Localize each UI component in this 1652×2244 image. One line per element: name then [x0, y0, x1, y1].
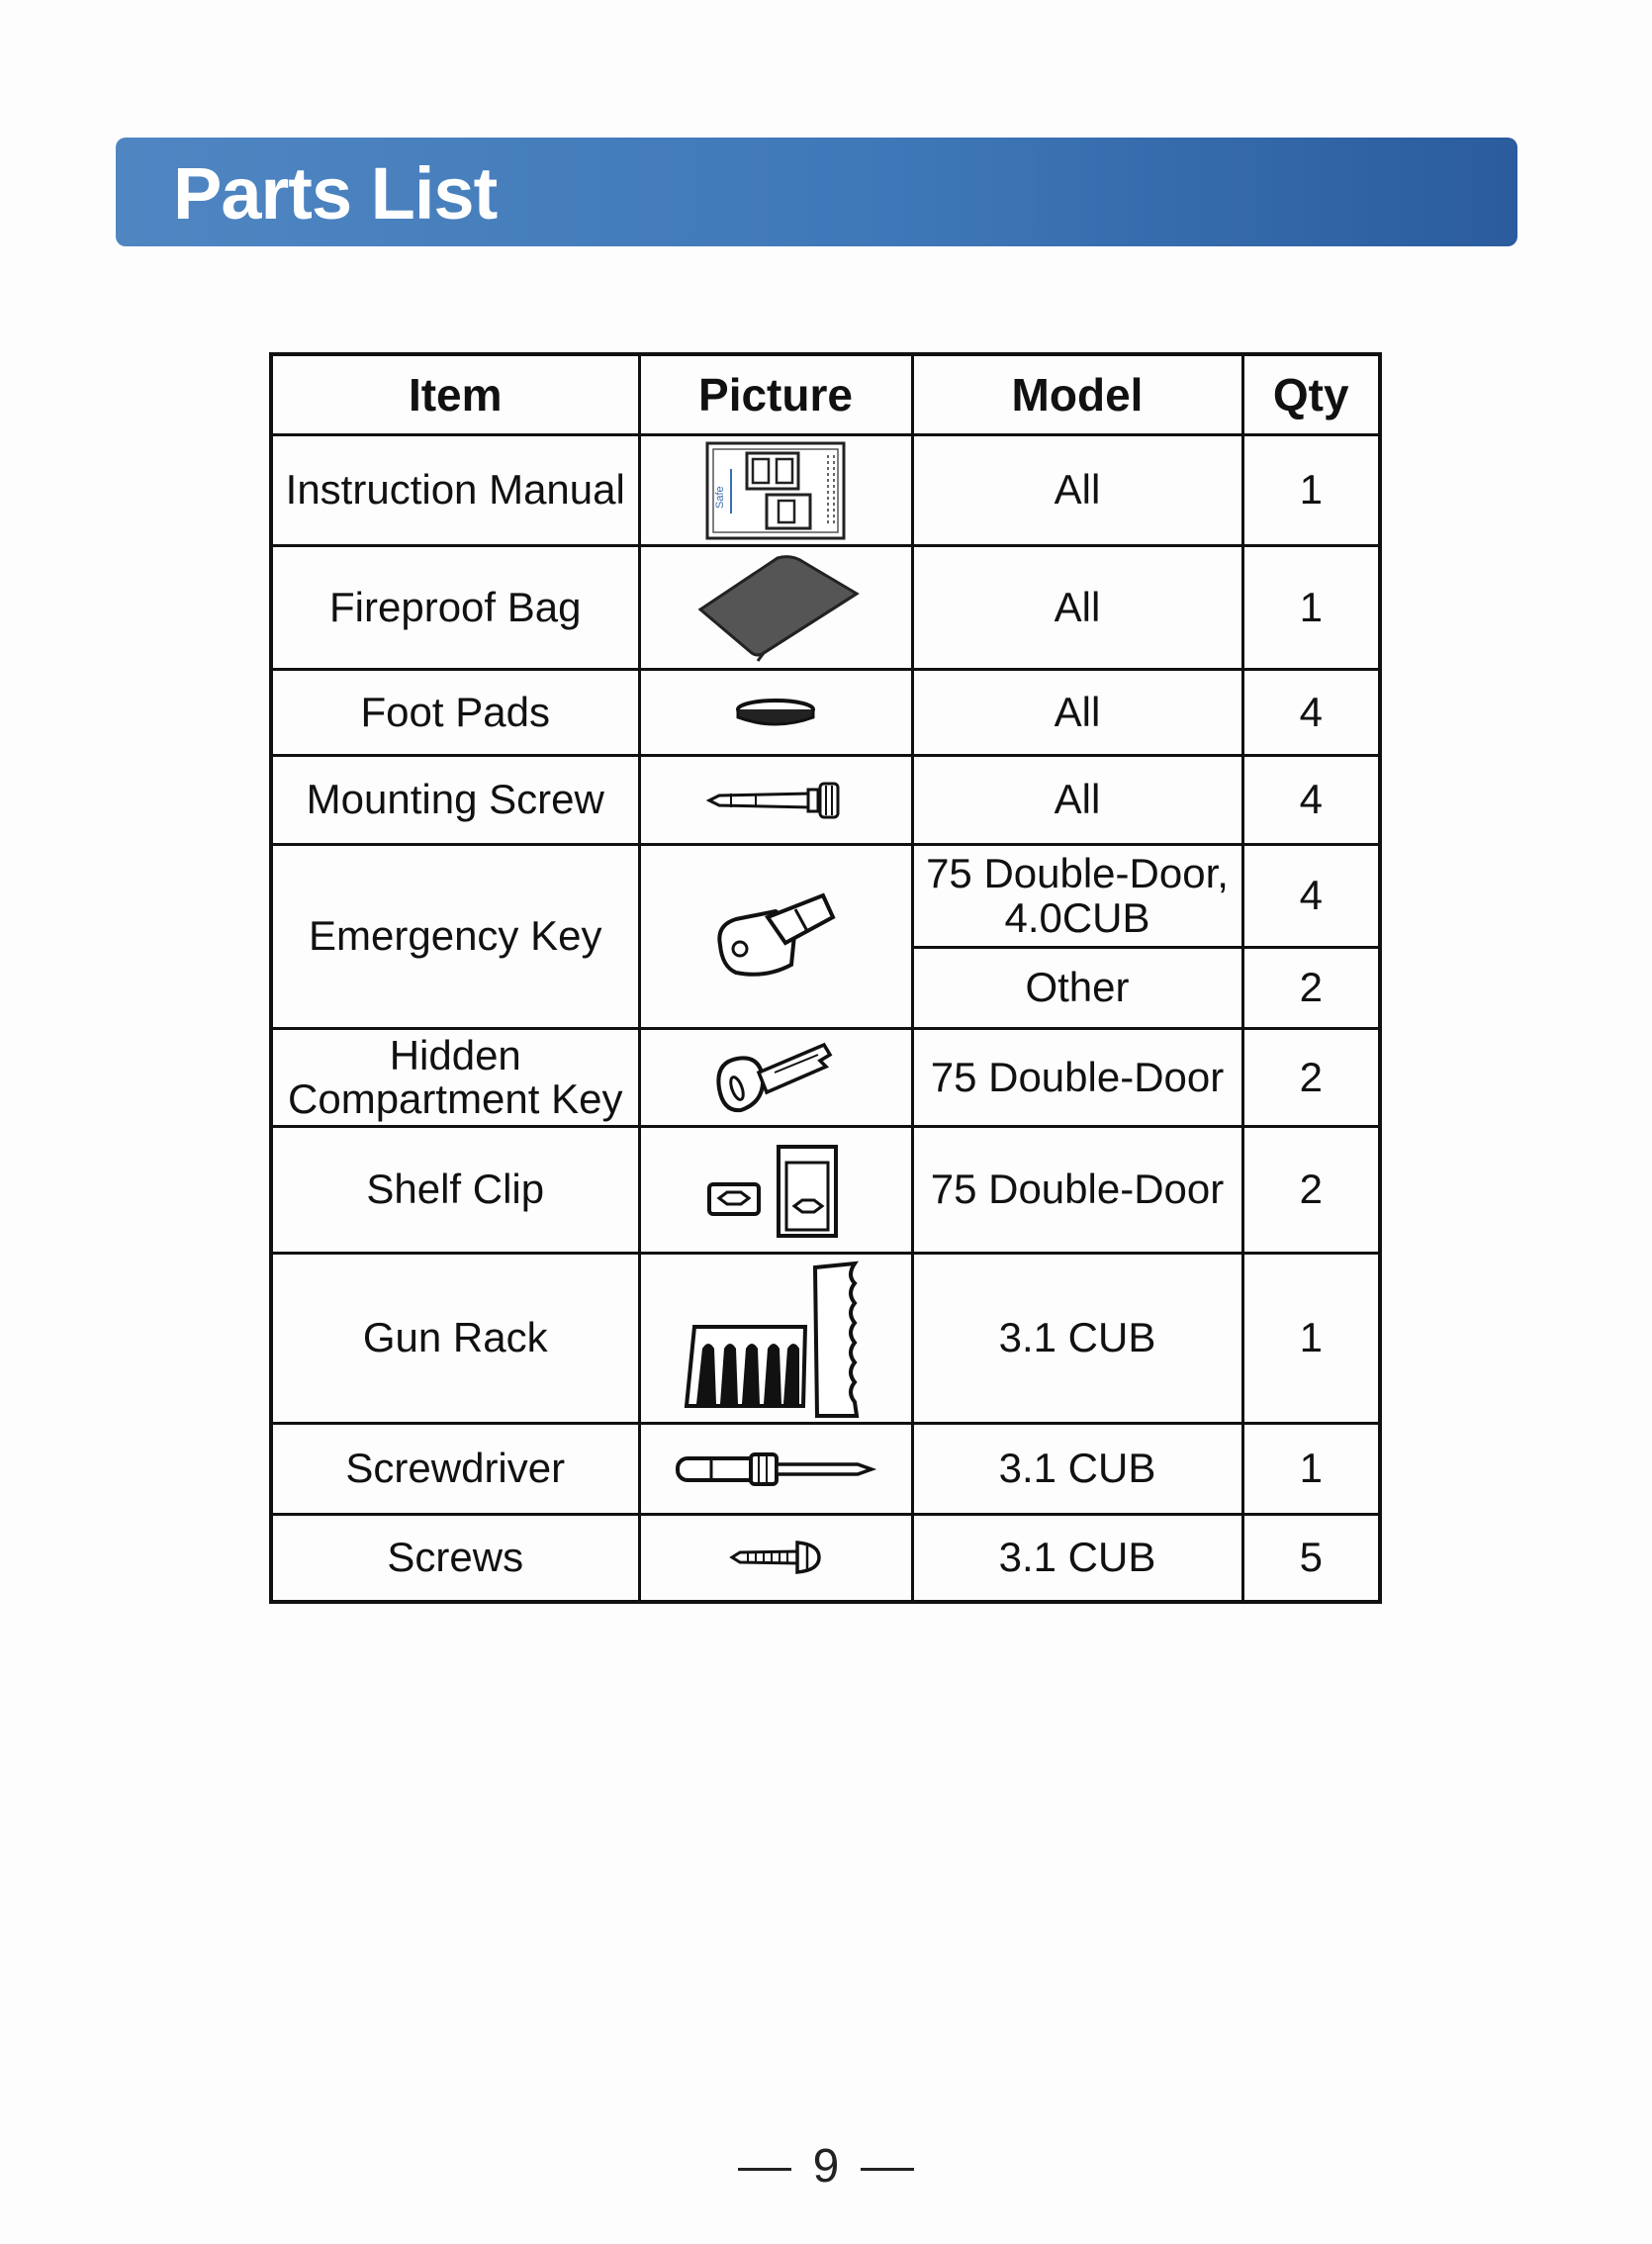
model-cell: 75 Double-Door	[912, 1127, 1242, 1254]
mounting-screw-icon	[701, 776, 850, 825]
picture-cell	[639, 1254, 912, 1424]
page-title: Parts List	[173, 152, 498, 234]
model-cell: 3.1 CUB	[912, 1515, 1242, 1602]
qty-cell: 2	[1242, 948, 1380, 1029]
qty-cell: 1	[1242, 1424, 1380, 1515]
model-cell: All	[912, 670, 1242, 756]
model-cell: Other	[912, 948, 1242, 1029]
table-row	[271, 845, 1380, 948]
column-header-item: Item	[271, 354, 639, 435]
item-cell: Emergency Key	[271, 845, 639, 1029]
column-header-model: Model	[912, 354, 1242, 435]
qty-cell: 1	[1242, 435, 1380, 546]
picture-cell	[639, 756, 912, 845]
table-row	[271, 670, 1380, 756]
page-number-value: 9	[812, 2140, 840, 2193]
emergency-key-icon	[706, 888, 845, 986]
screwdriver-icon	[672, 1445, 879, 1494]
instruction-manual-icon	[701, 439, 850, 542]
column-header-picture: Picture	[639, 354, 912, 435]
model-cell: 75 Double-Door, 4.0CUB	[912, 845, 1242, 948]
qty-cell: 2	[1242, 1127, 1380, 1254]
table-row	[271, 1515, 1380, 1602]
fireproof-bag-icon	[687, 550, 865, 665]
table-row	[271, 1029, 1380, 1127]
table-row	[271, 546, 1380, 670]
foot-pad-icon	[726, 688, 825, 737]
parts-table	[269, 352, 1382, 1604]
model-cell: All	[912, 756, 1242, 845]
gun-rack-icon	[677, 1258, 874, 1420]
picture-cell	[639, 845, 912, 1029]
shelf-clip-icon	[701, 1141, 850, 1240]
picture-cell	[639, 670, 912, 756]
picture-cell	[639, 435, 912, 546]
table-row	[271, 756, 1380, 845]
right-dash	[861, 2168, 914, 2171]
qty-cell: 1	[1242, 546, 1380, 670]
screws-icon	[726, 1535, 825, 1580]
item-cell: Gun Rack	[271, 1254, 639, 1424]
picture-cell	[639, 1424, 912, 1515]
header-banner	[116, 138, 1517, 246]
item-cell: Fireproof Bag	[271, 546, 639, 670]
model-cell: All	[912, 546, 1242, 670]
item-cell: Hidden Compartment Key	[271, 1029, 639, 1127]
model-cell: 3.1 CUB	[912, 1254, 1242, 1424]
hidden-compartment-key-icon	[711, 1033, 840, 1122]
model-cell: 75 Double-Door	[912, 1029, 1242, 1127]
item-cell: Screwdriver	[271, 1424, 639, 1515]
page-number	[0, 2139, 1652, 2194]
table-row	[271, 1424, 1380, 1515]
table-row	[271, 1127, 1380, 1254]
picture-cell	[639, 1029, 912, 1127]
item-cell: Screws	[271, 1515, 639, 1602]
qty-cell: 4	[1242, 670, 1380, 756]
table-header-row	[271, 354, 1380, 435]
model-cell: 3.1 CUB	[912, 1424, 1242, 1515]
svg-text:Safe: Safe	[714, 485, 726, 509]
item-cell: Instruction Manual	[271, 435, 639, 546]
qty-cell: 5	[1242, 1515, 1380, 1602]
picture-cell	[639, 1515, 912, 1602]
qty-cell: 4	[1242, 845, 1380, 948]
table-row	[271, 435, 1380, 546]
item-cell: Shelf Clip	[271, 1127, 639, 1254]
model-cell: All	[912, 435, 1242, 546]
qty-cell: 2	[1242, 1029, 1380, 1127]
table-row	[271, 1254, 1380, 1424]
item-cell: Foot Pads	[271, 670, 639, 756]
left-dash	[738, 2168, 791, 2171]
item-cell: Mounting Screw	[271, 756, 639, 845]
picture-cell	[639, 1127, 912, 1254]
picture-cell	[639, 546, 912, 670]
qty-cell: 4	[1242, 756, 1380, 845]
qty-cell: 1	[1242, 1254, 1380, 1424]
column-header-qty: Qty	[1242, 354, 1380, 435]
